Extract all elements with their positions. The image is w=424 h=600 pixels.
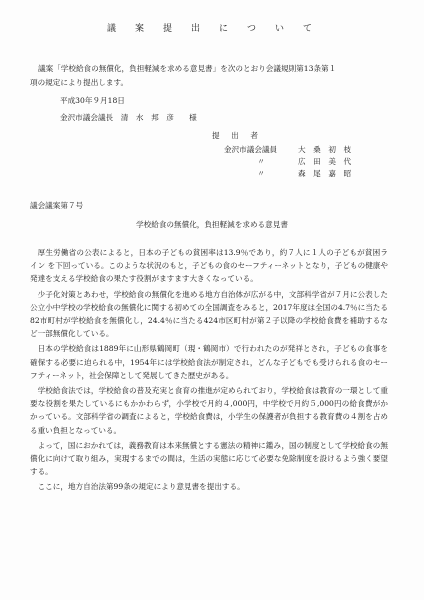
submitter-name: 大 桑 初 枝 [298, 145, 352, 154]
addressee: 金沢市議会議長 清 水 邦 彦 様 [60, 113, 197, 122]
bill-number: 議会議案第７号 [30, 201, 84, 210]
submitter-name: 広 田 美 代 [298, 157, 352, 166]
body-paragraph: 日本の学校給食は1889年に山形県鶴岡町（現・鶴岡市）で行われたのが発祥とされ，子どもの食事を確保する必要に迫られる中，1954年には学校給食法が制定され，どんな子どもでも受けられる食のセーフティーネット，社会保障として発展してきた歴史がある。 [30, 344, 388, 380]
submitter-row [224, 145, 351, 155]
submitter-name: 森 尾 嘉 昭 [298, 169, 352, 178]
bill-body [30, 246, 388, 494]
body-paragraph: ここに，地方自治法第99条の規定により意見書を提出する。 [37, 482, 245, 492]
submitter-role: 金沢市議会議員 [224, 145, 278, 154]
submitter-label: 提 出 者 [212, 131, 260, 140]
submission-date: 平成30年９月18日 [60, 96, 125, 105]
body-paragraph: 学校給食法では，学校給食の普及充実と食育の推進が定められており，学校給食は教育の一環として重要な役割を果たしているにもかかわらず，小学校で月約４,000円，中学校で月約５,000円の給食費がかかっている。文部科学省の調査によると，学校給食費は，小学生の保護者が負担する教育費の４割を占める重い負担となっている。 [30, 386, 388, 435]
document-heading: 議 案 提 出 に つ い て [106, 24, 317, 34]
submitter-row [224, 169, 351, 179]
submitter-role: 〃 [257, 157, 265, 166]
bill-title: 学校給食の無償化，負担軽減を求める意見書 [136, 220, 288, 229]
submitter-row [224, 157, 351, 167]
body-paragraph: 厚生労働省の公表によると，日本の子どもの貧困率は13.9％であり，約７人に１人の子どもが貧困ライン を下回っている。このような状況のもと，子どもの食のセーフティーネットとなり，子どもの健康や発達を支える学校給食の果たす役割がますます大きくなっている。 [30, 248, 388, 284]
submitter-role: 〃 [257, 169, 265, 178]
body-paragraph: よって，国におかれては，義務教育は本来無償とする憲法の精神に鑑み，国の制度として学校給食の無償化に向けて取り組み，実現するまでの間は，生活の実態に応じて必要な免除制度を設けるよう強く要望する。 [30, 440, 388, 477]
body-paragraph: 少子化対策とあわせ，学校給食の無償化を進める地方自治体が広がる中，文部科学省が７月に公表した公立小中学校の学校給食の無償化に関する初めての全国調査をみると，2017年度は全国の4.7％に当たる82市町村が学校給食を無償化し，24.4％に当たる424市区町村が第２子以降の学校給食費を補助するなど一部無償化している。 [30, 289, 388, 339]
intro-line-2: 項の規定により提出します。 [30, 78, 129, 87]
intro-line-1: 議案「学校給食の無償化，負担軽減を求める意見書」を次のとおり会議規則第13条第１ [38, 64, 337, 73]
